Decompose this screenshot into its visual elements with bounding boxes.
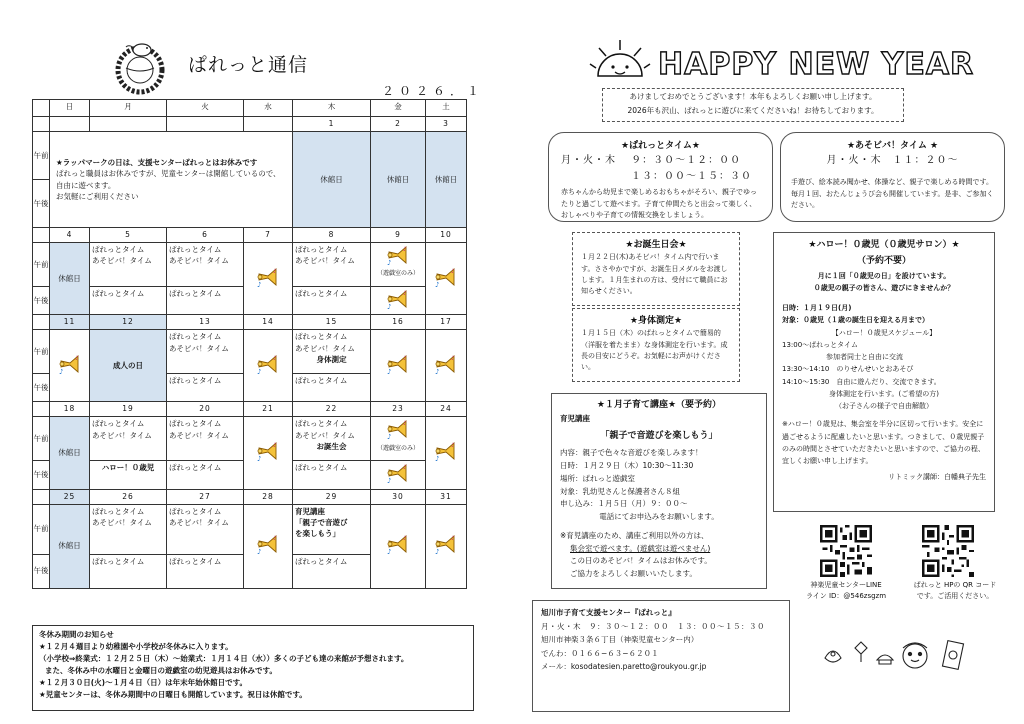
closed-day: 休館日 — [293, 132, 371, 228]
schedule-cell — [167, 243, 244, 287]
row-label-pm: 午後 — [33, 180, 50, 228]
svg-text:♪: ♪ — [451, 355, 455, 363]
calendar-table — [32, 99, 467, 589]
date-number: 25 — [50, 489, 90, 504]
date-number — [244, 117, 293, 132]
trumpet-day — [371, 330, 426, 402]
schedule-cell: ぱれっとタイム — [90, 287, 167, 315]
trumpet-notice-cell — [50, 132, 293, 228]
svg-text:♪: ♪ — [403, 535, 407, 543]
schedule-cell — [293, 504, 371, 554]
notice-line: ★１２月３０日(火)〜１月４日（日）は年末年始休館日です。 — [39, 678, 247, 687]
course-title: ★１月子育て講座★（要予約） — [596, 400, 722, 410]
trumpet-day — [371, 287, 426, 315]
date-number: 4 — [50, 228, 90, 243]
measurement-title: ★身体測定★ — [629, 316, 683, 326]
hello-subtitle: （予約不要） — [856, 255, 911, 266]
closed-day: 休館日 — [50, 504, 90, 588]
date-number: 13 — [167, 315, 244, 330]
svg-text:♪: ♪ — [451, 535, 455, 543]
schedule-cell — [293, 417, 371, 461]
trumpet-day — [244, 243, 293, 315]
schedule-item: 「親子で音遊び — [295, 517, 348, 527]
hello-zero-box — [773, 232, 995, 512]
trumpet-icon — [386, 288, 410, 313]
happy-new-year-banner — [590, 36, 975, 84]
date-number: 30 — [371, 489, 426, 504]
hello-schedule-item: 参加者同士と自由に交流 — [826, 353, 903, 361]
trumpet-icon — [58, 353, 82, 378]
schedule-cell: ぱれっとタイム — [167, 374, 244, 402]
trumpet-icon — [256, 440, 280, 465]
line-id-text: ライン ID：@546zsgzm — [805, 591, 887, 600]
date-number: 31 — [426, 489, 467, 504]
date-number: 11 — [50, 315, 90, 330]
center-address: 旭川市神楽３条６丁目（神楽児童センター内） — [541, 635, 699, 644]
center-name: 旭川市子育て支援センター『ぱれっと』 — [541, 608, 676, 617]
hello-schedule-item: 13:30〜14:10 のりせんせいとおあそび — [782, 365, 914, 374]
course-label: 育児講座 — [560, 414, 590, 424]
row-label-am: 午前 — [33, 417, 50, 461]
schedule-item: 身体測定 — [316, 354, 347, 364]
schedule-cell — [90, 504, 167, 554]
schedule-item: あそビバ！タイム — [92, 256, 152, 266]
day-header: 日 — [50, 100, 90, 117]
trumpet-day — [371, 417, 426, 461]
schedule-cell — [167, 417, 244, 461]
date-number: 14 — [244, 315, 293, 330]
date-number: 18 — [50, 402, 90, 417]
date-number: 6 — [167, 228, 244, 243]
schedule-item: あそビバ！タイム — [92, 517, 152, 527]
holiday-cell: 成人の日 — [90, 330, 167, 402]
trumpet-day — [244, 330, 293, 402]
notice-line: （小学校⇒終業式：１２月２５日（木）〜始業式：１月１４日（水））多くの子ども達の来館が予想されます。 — [39, 654, 409, 663]
line-qr-code[interactable] — [820, 525, 872, 577]
day-header: 木 — [293, 100, 371, 117]
schedule-cell — [293, 243, 371, 287]
trumpet-day — [426, 330, 467, 402]
greeting-box — [602, 88, 904, 122]
center-info-box — [532, 600, 790, 712]
course-apply: 申し込み：１月５日（月）９：００〜 — [560, 499, 688, 509]
date-number: 19 — [90, 402, 167, 417]
hello-schedule-item: 13:00〜ぱれっとタイム — [782, 340, 859, 349]
schedule-item: ぱれっとタイム — [92, 419, 145, 429]
svg-text:♪: ♪ — [435, 368, 440, 377]
schedule-item: あそビバ！タイム — [169, 256, 229, 266]
schedule-item: お誕生会 — [316, 441, 347, 451]
body-measurement-box — [572, 308, 740, 382]
row-label-pm: 午後 — [33, 374, 50, 402]
hello-title: ★ハロー！０歳児（０歳児サロン）★ — [808, 240, 960, 250]
line-qr-caption — [796, 580, 896, 601]
schedule-item: あそビバ！タイム — [169, 517, 229, 527]
trumpet-day — [244, 417, 293, 489]
notice-line: ★児童センターは、冬休み期間中の日曜日も開館しています。祝日は休館です。 — [39, 690, 307, 699]
schedule-item: あそビバ！タイム — [295, 430, 355, 440]
notice-line: また、冬休み中の水曜日と金曜日の遊戯室の幼児遊具はお休みです。 — [45, 666, 277, 675]
course-apply-method: 電話にてお申込みをお願いします。 — [599, 512, 719, 522]
notice-title: 冬休み期間のお知らせ — [39, 630, 114, 639]
palette-time-desc: 赤ちゃんから幼児まで楽しめるおもちゃがそろい、親子でゆったりと過ごして遊べます。子育て仲間たちと出会って楽しく、おしゃべりや子育ての情報交換をしましょう。 — [561, 188, 757, 219]
date-row — [33, 117, 467, 132]
trumpet-day — [371, 461, 426, 489]
schedule-item: ぱれっとタイム — [169, 332, 222, 342]
svg-text:♪: ♪ — [387, 433, 392, 442]
date-number: 5 — [90, 228, 167, 243]
course-note: 集会室で遊べます。(遊戯室は遊べません) — [570, 543, 711, 553]
schedule-cell: ぱれっとタイム — [167, 554, 244, 588]
playroom-only-note: （遊戯室のみ） — [376, 270, 419, 278]
hello-schedule-item: （お子さんの様子で自由解散） — [835, 402, 933, 410]
closed-day: 休館日 — [426, 132, 467, 228]
date-number — [167, 117, 244, 132]
schedule-item: ぱれっとタイム — [169, 506, 222, 516]
svg-text:♪: ♪ — [273, 442, 277, 450]
schedule-cell: ぱれっとタイム — [293, 287, 371, 315]
course-datetime: 日時：１月２９日（木）10:30〜11:30 — [560, 461, 694, 471]
greeting-line: あけましておめでとうございます！本年もよろしくお願い申し上げます。 — [629, 92, 877, 101]
schedule-item: ぱれっとタイム — [295, 245, 348, 254]
day-header: 水 — [244, 100, 293, 117]
winter-break-notice — [32, 625, 474, 711]
trumpet-icon — [386, 533, 410, 558]
hello-date: 日時：１月１９日(月) — [782, 304, 852, 312]
date-number: 22 — [293, 402, 371, 417]
schedule-item: ぱれっとタイム — [295, 332, 348, 342]
svg-text:♪: ♪ — [273, 268, 277, 275]
palette-time-box — [548, 132, 773, 222]
schedule-cell — [293, 330, 371, 374]
center-phone: でんわ：０１６６−６３−６２０１ — [541, 648, 659, 658]
date-number: 9 — [371, 228, 426, 243]
asobiva-time-desc: 手遊び、絵本読み聞かせ、体操など、親子で楽しめる時間です。毎月１回、おたんじょうび会も開催しています。是非、ご参加ください。 — [791, 178, 994, 209]
trumpet-icon — [434, 440, 458, 465]
homepage-qr-code[interactable] — [922, 525, 974, 577]
schedule-item: あそビバ！タイム — [169, 430, 229, 440]
date-number: 16 — [371, 315, 426, 330]
schedule-item: ぱれっとタイム — [92, 506, 145, 516]
trumpet-day — [426, 504, 467, 588]
line-qr-caption-line: 神楽児童センターLINE — [810, 581, 882, 589]
row-label-am: 午前 — [33, 243, 50, 287]
schedule-item: ぱれっとタイム — [295, 419, 348, 429]
svg-text:♪: ♪ — [387, 548, 392, 557]
schedule-item: ぱれっとタイム — [169, 419, 222, 429]
svg-text:♪: ♪ — [257, 455, 262, 464]
svg-text:♪: ♪ — [451, 268, 455, 275]
date-number: 8 — [293, 228, 371, 243]
row-label-am: 午前 — [33, 504, 50, 554]
homepage-qr-caption-line: ぱれっと HPの QR コード — [913, 581, 997, 589]
asobiva-time-hours: 月・火・木 １１：２０〜 — [826, 155, 959, 167]
svg-text:♪: ♪ — [387, 477, 392, 486]
svg-text:♪: ♪ — [257, 368, 262, 377]
day-header: 火 — [167, 100, 244, 117]
svg-text:♪: ♪ — [387, 259, 392, 267]
notice-line: ★１２月４週目より幼稚園や小学校が冬休みに入ります。 — [39, 642, 233, 651]
trumpet-icon — [434, 353, 458, 378]
schedule-cell: ぱれっとタイム — [90, 554, 167, 588]
svg-text:♪: ♪ — [435, 281, 440, 289]
date-number — [50, 117, 90, 132]
svg-text:♪: ♪ — [435, 455, 440, 464]
trumpet-icon — [256, 533, 280, 558]
calendar-header-row — [33, 100, 467, 117]
date-number: 3 — [426, 117, 467, 132]
schedule-item: あそビバ！タイム — [169, 343, 229, 353]
svg-text:♪: ♪ — [403, 420, 407, 428]
svg-text:♪: ♪ — [451, 442, 455, 450]
date-number: 21 — [244, 402, 293, 417]
hello-teacher: リトミック講師：白幡典子先生 — [888, 473, 986, 482]
trumpet-day — [371, 243, 426, 287]
parenting-course-box — [551, 393, 767, 589]
svg-text:♪: ♪ — [435, 548, 440, 557]
schedule-item: あそビバ！タイム — [295, 256, 355, 266]
schedule-item: 育児講座 — [295, 506, 325, 516]
trumpet-icon — [386, 418, 410, 443]
asobiva-time-title: ★あそビバ！タイム ★ — [846, 141, 939, 151]
palette-time-hours-pm: １３：００〜１５：３０ — [631, 171, 752, 183]
svg-text:♪: ♪ — [403, 246, 407, 253]
homepage-qr-caption — [905, 580, 1005, 601]
birthday-desc: １月２２日(木)あそビバ！タイム内で行います。ささやかですが、お誕生日メダルをお渡しします。１月生まれの方は、受付にて職員にお知らせください。 — [581, 253, 728, 295]
greeting-line: 2026年も沢山、ぱれっとに遊びに来てくださいね！お待ちしております。 — [627, 106, 879, 116]
trumpet-icon — [386, 462, 410, 487]
schedule-item: を楽しもう」 — [295, 529, 340, 538]
schedule-item: ぱれっとタイム — [92, 245, 145, 254]
wreath-logo — [112, 38, 168, 96]
trumpet-day — [50, 330, 90, 402]
svg-text:♪: ♪ — [403, 355, 407, 363]
row-label-am: 午前 — [33, 330, 50, 374]
issue-date: ２０２６．１ — [382, 84, 485, 98]
course-note: ※育児講座のため、講座ご利用以外の方は、 — [560, 530, 709, 540]
schedule-cell: ぱれっとタイム — [293, 461, 371, 489]
new-year-decorations — [815, 630, 1015, 680]
trumpet-icon — [434, 266, 458, 291]
hello-lead: ０歳児の親子の皆さん、遊びにきませんか？ — [813, 283, 955, 292]
date-number: 28 — [244, 489, 293, 504]
hello-note: ※ハロー！０歳児は、集会室を半分に区切って行います。安全に過ごせるように配慮したいと思います。つきまして、０歳児親子のみの時間とさせていただきたいと思いますので、ご協力の程、宜しくお願い申し上げます。 — [782, 420, 985, 465]
trumpet-icon — [386, 244, 410, 269]
newsletter-title: ぱれっと通信 — [188, 54, 309, 76]
closed-day: 休館日 — [50, 243, 90, 315]
date-number: 1 — [293, 117, 371, 132]
schedule-cell: ハロー！０歳児 — [90, 461, 167, 489]
closed-day: 休館日 — [371, 132, 426, 228]
birthday-party-box — [572, 232, 740, 306]
course-target: 対象：乳幼児さんと保護者さん８組 — [560, 486, 680, 496]
svg-text:♪: ♪ — [74, 355, 79, 363]
trumpet-icon — [386, 353, 410, 378]
trumpet-day — [371, 504, 426, 588]
course-name: 「親子で音遊びを楽しもう」 — [600, 431, 718, 442]
schedule-item: あそビバ！タイム — [295, 343, 355, 353]
corner-cell — [33, 100, 50, 117]
trumpet-notice-title: ★ラッパマークの日は、支援センターぱれっとはお休みです — [56, 158, 258, 167]
day-header: 金 — [371, 100, 426, 117]
homepage-qr-caption-line: です。ご活用ください。 — [916, 591, 994, 600]
row-label-pm: 午後 — [33, 461, 50, 489]
hello-schedule-item: 身体測定を行います。(ご希望の方) — [829, 389, 939, 398]
date-number: 29 — [293, 489, 371, 504]
course-note: この日のあそビバ！タイムはお休みです。 — [570, 556, 712, 566]
row-label-pm: 午後 — [33, 287, 50, 315]
schedule-item: あそビバ！タイム — [92, 430, 152, 440]
course-place: 場所：ぱれっと遊戯室 — [560, 473, 635, 483]
date-number: 24 — [426, 402, 467, 417]
date-number: 27 — [167, 489, 244, 504]
birthday-title: ★お誕生日会★ — [625, 240, 687, 250]
svg-text:♪: ♪ — [273, 355, 277, 363]
svg-text:♪: ♪ — [257, 548, 262, 557]
date-number — [90, 117, 167, 132]
schedule-cell: ぱれっとタイム — [167, 287, 244, 315]
palette-time-hours: 月・火・木 ９：３０〜１２：００ — [561, 155, 742, 167]
closed-day: 休館日 — [50, 417, 90, 489]
svg-text:♪: ♪ — [387, 303, 392, 311]
svg-text:♪: ♪ — [403, 290, 407, 297]
svg-text:♪: ♪ — [257, 281, 262, 289]
trumpet-icon — [434, 533, 458, 558]
course-content: 内容：親子で色々な音遊びを楽しみます！ — [560, 448, 703, 458]
hello-target: 対象：０歳児（１歳の誕生日を迎える月まで） — [782, 316, 929, 325]
day-header: 土 — [426, 100, 467, 117]
date-number: 17 — [426, 315, 467, 330]
banner-text: HAPPY NEW YEAR — [658, 47, 975, 82]
playroom-only-note: （遊戯室のみ） — [376, 444, 419, 452]
date-number: 2 — [371, 117, 426, 132]
svg-text:♪: ♪ — [58, 368, 63, 377]
row-label-pm: 午後 — [33, 554, 50, 588]
row-label-am: 午前 — [33, 132, 50, 180]
measurement-desc: １月１５日（木）のぱれっとタイムで簡易的（洋服を着たまま）な身体測定を行います。成長の目安にどうぞ。お気軽にお声がけください。 — [581, 329, 728, 371]
schedule-cell: ぱれっとタイム — [293, 554, 371, 588]
svg-text:♪: ♪ — [387, 368, 392, 377]
date-number: 20 — [167, 402, 244, 417]
schedule-cell — [90, 417, 167, 461]
trumpet-day — [426, 243, 467, 315]
date-number: 7 — [244, 228, 293, 243]
svg-text:♪: ♪ — [273, 535, 277, 543]
schedule-item: ぱれっとタイム — [169, 245, 222, 254]
date-number: 10 — [426, 228, 467, 243]
schedule-cell — [167, 504, 244, 554]
svg-text:♪: ♪ — [403, 464, 407, 472]
trumpet-day — [244, 504, 293, 588]
schedule-cell — [167, 330, 244, 374]
hello-schedule-title: 【ハロー！０歳児スケジュール】 — [831, 328, 937, 337]
hello-schedule-item: 14:10〜15:30 自由に遊んだり、交流できます。 — [782, 377, 941, 386]
date-number: 26 — [90, 489, 167, 504]
trumpet-icon — [256, 266, 280, 291]
palette-time-title: ★ぱれっとタイム★ — [621, 141, 700, 151]
center-mail: メール：kosodatesien.paretto@roukyou.gr.jp — [541, 662, 707, 671]
asobiva-time-box — [780, 132, 1005, 222]
schedule-cell: ぱれっとタイム — [293, 374, 371, 402]
day-header: 月 — [90, 100, 167, 117]
trumpet-icon — [256, 353, 280, 378]
trumpet-notice-body: ぱれっと職員はお休みですが、児童センターは開館しているので、自由に遊べます。 — [56, 169, 281, 190]
center-hours: 月・火・木 ９：３０〜１２：００ １３：００〜１５：３０ — [541, 621, 765, 631]
trumpet-notice-footer: お気軽にご利用ください — [56, 191, 139, 201]
course-note: ご協力をよろしくお願いいたします。 — [570, 569, 697, 579]
schedule-cell — [90, 243, 167, 287]
hello-lead: 月に１回「０歳児の日」を設けています。 — [817, 271, 951, 280]
date-number: 15 — [293, 315, 371, 330]
date-number: 23 — [371, 402, 426, 417]
schedule-cell: ぱれっとタイム — [167, 461, 244, 489]
date-number: 12 — [90, 315, 167, 330]
trumpet-day — [426, 417, 467, 489]
